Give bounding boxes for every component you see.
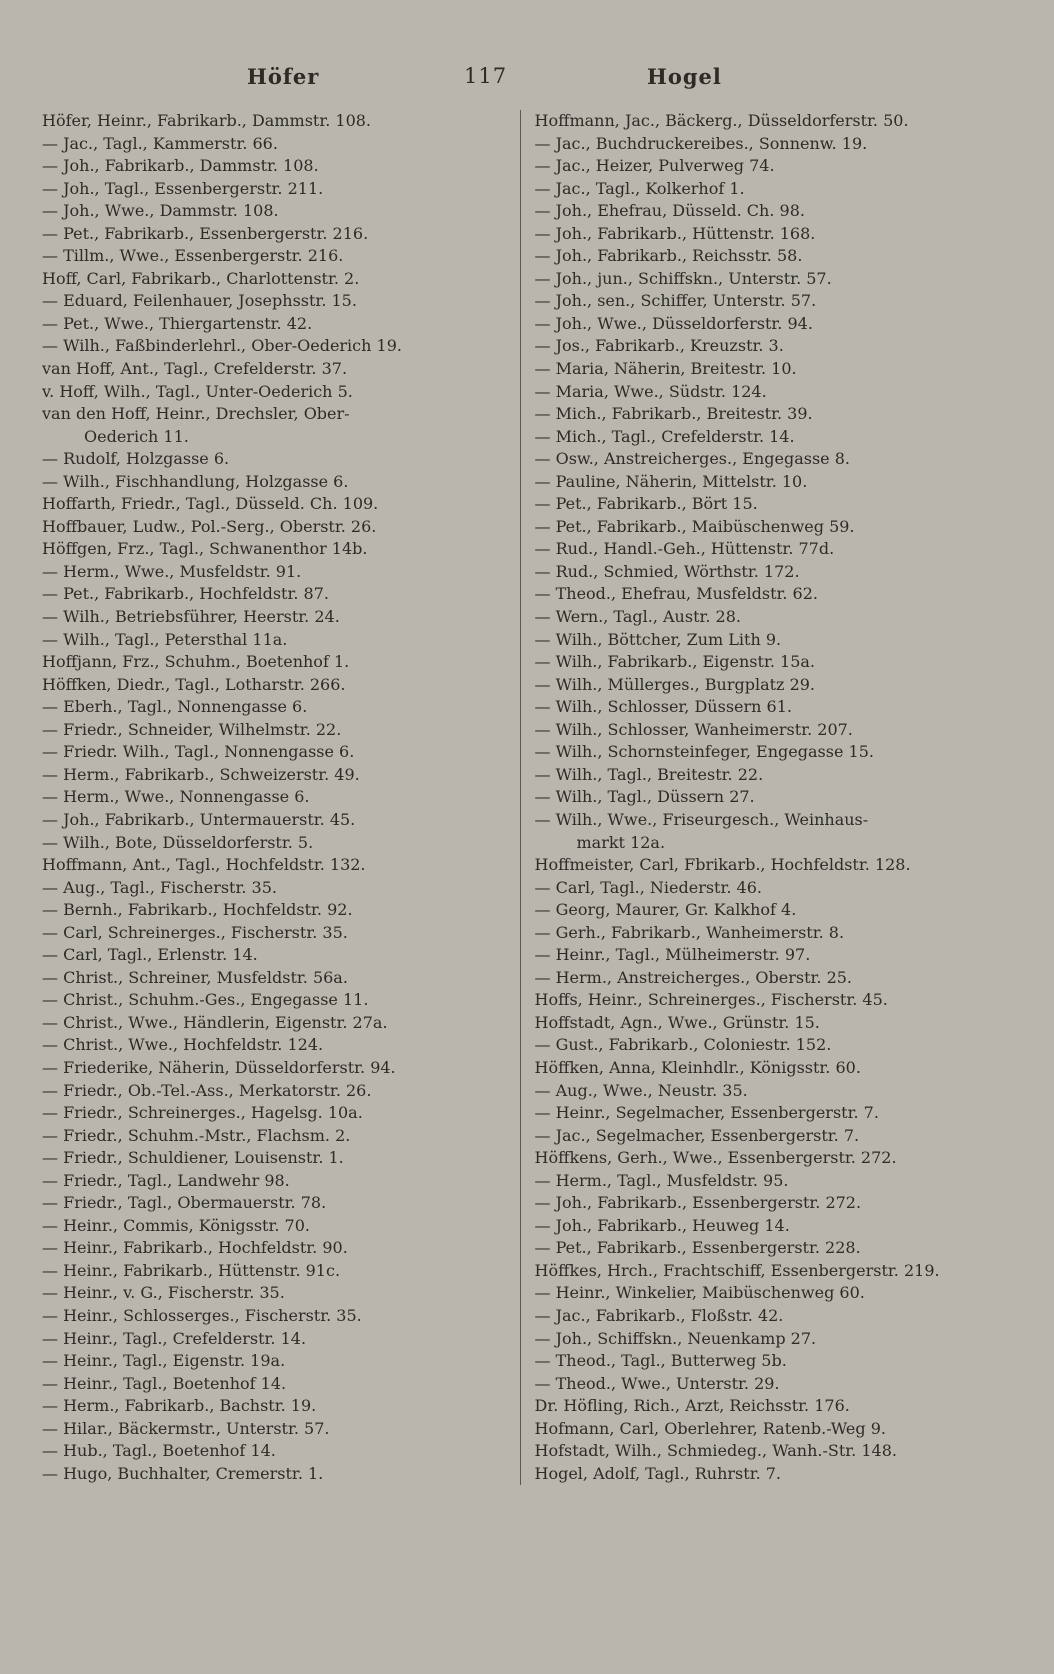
right-column xyxy=(520,110,999,1485)
directory-entry: — Wilh., Schlosser, Wanheimerstr. 207. xyxy=(534,719,853,739)
directory-entry: — Jac., Heizer, Pulverweg 74. xyxy=(534,156,775,176)
directory-entry: — Bernh., Fabrikarb., Hochfeldstr. 92. xyxy=(42,900,353,920)
directory-entry: — Mich., Tagl., Crefelderstr. 14. xyxy=(534,426,795,446)
directory-entry: — Herm., Fabrikarb., Schweizerstr. 49. xyxy=(42,764,360,784)
directory-entry: — Heinr., Fabrikarb., Hochfeldstr. 90. xyxy=(42,1238,348,1258)
directory-entry-continuation: Oederich 11. xyxy=(84,426,189,446)
directory-entry: — Heinr., Schlosserges., Fischerstr. 35. xyxy=(42,1305,362,1325)
directory-entry: Höffkes, Hrch., Frachtschiff, Essenbergerstr. 219. xyxy=(534,1260,940,1280)
directory-entry: — Joh., Wwe., Dammstr. 108. xyxy=(42,201,279,221)
directory-entry: — Wilh., Schornsteinfeger, Engegasse 15. xyxy=(534,742,874,762)
directory-entry-continuation: markt 12a. xyxy=(576,832,666,852)
directory-entry: — Joh., jun., Schiffskn., Unterstr. 57. xyxy=(534,268,832,288)
directory-entry: Hoffbauer, Ludw., Pol.-Serg., Oberstr. 26. xyxy=(42,516,377,536)
directory-entry: — Pet., Fabrikarb., Bört 15. xyxy=(534,494,758,514)
directory-entry: — Heinr., Tagl., Eigenstr. 19a. xyxy=(42,1351,286,1371)
directory-entry: — Heinr., Tagl., Mülheimerstr. 97. xyxy=(534,945,811,965)
directory-entry: — Gust., Fabrikarb., Coloniestr. 152. xyxy=(534,1035,832,1055)
directory-entry: — Hugo, Buchhalter, Cremerstr. 1. xyxy=(42,1463,324,1483)
directory-entry: Hoffjann, Frz., Schuhm., Boetenhof 1. xyxy=(42,652,350,672)
directory-entry: — Christ., Wwe., Hochfeldstr. 124. xyxy=(42,1035,324,1055)
directory-entry: van Hoff, Ant., Tagl., Crefelderstr. 37. xyxy=(42,359,348,379)
directory-entry: Höffken, Diedr., Tagl., Lotharstr. 266. xyxy=(42,674,346,694)
directory-entry: — Carl, Schreinerges., Fischerstr. 35. xyxy=(42,922,348,942)
directory-entry: — Joh., Fabrikarb., Essenbergerstr. 272. xyxy=(534,1193,862,1213)
directory-entry: — Wern., Tagl., Austr. 28. xyxy=(534,607,741,627)
directory-entry: — Wilh., Schlosser, Düssern 61. xyxy=(534,697,792,717)
directory-entry: — Wilh., Faßbinderlehrl., Ober-Oederich 19. xyxy=(42,336,402,356)
directory-entry: — Wilh., Müllerges., Burgplatz 29. xyxy=(534,674,816,694)
directory-entry: — Wilh., Betriebsführer, Heerstr. 24. xyxy=(42,607,340,627)
directory-entry: — Herm., Fabrikarb., Bachstr. 19. xyxy=(42,1396,317,1416)
directory-entry: — Hub., Tagl., Boetenhof 14. xyxy=(42,1441,276,1461)
directory-entry: — Maria, Näherin, Breitestr. 10. xyxy=(534,359,797,379)
directory-entry: — Pet., Fabrikarb., Essenbergerstr. 216. xyxy=(42,223,369,243)
directory-entry: Hoffmann, Ant., Tagl., Hochfeldstr. 132. xyxy=(42,855,366,875)
directory-entry: — Herm., Tagl., Musfeldstr. 95. xyxy=(534,1170,789,1190)
directory-entry: — Friedr., Schuhm.-Mstr., Flachsm. 2. xyxy=(42,1125,351,1145)
directory-entry: — Theod., Ehefrau, Musfeldstr. 62. xyxy=(534,584,818,604)
directory-entry: Hoff, Carl, Fabrikarb., Charlottenstr. 2. xyxy=(42,268,360,288)
directory-entry: — Rud., Schmied, Wörthstr. 172. xyxy=(534,561,800,581)
header-left-keyword: Höfer xyxy=(247,64,320,89)
page-number: 117 xyxy=(464,64,508,88)
directory-entry: — Christ., Schreiner, Musfeldstr. 56a. xyxy=(42,967,348,987)
directory-entry: — Pet., Fabrikarb., Hochfeldstr. 87. xyxy=(42,584,329,604)
directory-entry: — Friedr., Schuldiener, Louisenstr. 1. xyxy=(42,1148,344,1168)
page-header xyxy=(42,54,998,110)
directory-entry: — Christ., Wwe., Händlerin, Eigenstr. 27a. xyxy=(42,1012,388,1032)
directory-entry: — Joh., Fabrikarb., Heuweg 14. xyxy=(534,1215,790,1235)
directory-entry: — Friedr., Ob.-Tel.-Ass., Merkatorstr. 26. xyxy=(42,1080,372,1100)
directory-entry: Hoffstadt, Agn., Wwe., Grünstr. 15. xyxy=(534,1012,820,1032)
directory-entry: — Joh., Fabrikarb., Untermauerstr. 45. xyxy=(42,809,356,829)
directory-entry: — Eberh., Tagl., Nonnengasse 6. xyxy=(42,697,308,717)
directory-entry: — Heinr., Fabrikarb., Hüttenstr. 91c. xyxy=(42,1260,341,1280)
directory-entry: van den Hoff, Heinr., Drechsler, Ober- xyxy=(42,404,350,424)
directory-entry: — Wilh., Tagl., Breitestr. 22. xyxy=(534,764,764,784)
directory-entry: — Joh., Schiffskn., Neuenkamp 27. xyxy=(534,1328,817,1348)
directory-entry: — Friedr. Wilh., Tagl., Nonnengasse 6. xyxy=(42,742,355,762)
directory-entry: — Wilh., Böttcher, Zum Lith 9. xyxy=(534,629,782,649)
directory-entry: — Carl, Tagl., Erlenstr. 14. xyxy=(42,945,258,965)
directory-entry: — Joh., Ehefrau, Düsseld. Ch. 98. xyxy=(534,201,805,221)
directory-entry: — Herm., Anstreicherges., Oberstr. 25. xyxy=(534,967,853,987)
directory-entry: — Wilh., Bote, Düsseldorferstr. 5. xyxy=(42,832,314,852)
directory-entry: — Wilh., Fischhandlung, Holzgasse 6. xyxy=(42,471,349,491)
directory-entry: — Wilh., Tagl., Petersthal 11a. xyxy=(42,629,288,649)
directory-entry: — Theod., Tagl., Butterweg 5b. xyxy=(534,1351,787,1371)
directory-entry: Höffgen, Frz., Tagl., Schwanenthor 14b. xyxy=(42,539,368,559)
directory-entry: Hoffarth, Friedr., Tagl., Düsseld. Ch. 109. xyxy=(42,494,379,514)
directory-entry: v. Hoff, Wilh., Tagl., Unter-Oederich 5. xyxy=(42,381,353,401)
directory-entry: — Jac., Buchdruckereibes., Sonnenw. 19. xyxy=(534,133,868,153)
columns xyxy=(42,110,998,1485)
directory-entry: — Wilh., Tagl., Düssern 27. xyxy=(534,787,755,807)
directory-entry: Höfer, Heinr., Fabrikarb., Dammstr. 108. xyxy=(42,111,372,130)
directory-entry: — Georg, Maurer, Gr. Kalkhof 4. xyxy=(534,900,797,920)
directory-entry: Hofmann, Carl, Oberlehrer, Ratenb.-Weg 9. xyxy=(534,1418,886,1438)
directory-entry: — Pet., Fabrikarb., Maibüschenweg 59. xyxy=(534,516,855,536)
directory-entry: — Friedr., Schneider, Wilhelmstr. 22. xyxy=(42,719,342,739)
directory-entry: Höffkens, Gerh., Wwe., Essenbergerstr. 272. xyxy=(534,1148,897,1168)
directory-entry: — Joh., Fabrikarb., Reichsstr. 58. xyxy=(534,246,803,266)
directory-entry: Höffken, Anna, Kleinhdlr., Königsstr. 60. xyxy=(534,1057,861,1077)
directory-entry: — Christ., Schuhm.-Ges., Engegasse 11. xyxy=(42,990,369,1010)
directory-entry: — Jac., Tagl., Kammerstr. 66. xyxy=(42,133,278,153)
directory-entry: — Mich., Fabrikarb., Breitestr. 39. xyxy=(534,404,813,424)
directory-entry: Hoffs, Heinr., Schreinerges., Fischerstr. 45. xyxy=(534,990,888,1010)
directory-entry: — Joh., Wwe., Düsseldorferstr. 94. xyxy=(534,313,813,333)
directory-entry: Hoffmeister, Carl, Fbrikarb., Hochfeldstr. 128. xyxy=(534,855,911,875)
directory-entry: — Heinr., Tagl., Crefelderstr. 14. xyxy=(42,1328,307,1348)
directory-entry: — Jac., Tagl., Kolkerhof 1. xyxy=(534,178,745,198)
directory-entry: — Wilh., Wwe., Friseurgesch., Weinhaus- xyxy=(534,809,869,829)
directory-entry: — Hilar., Bäckermstr., Unterstr. 57. xyxy=(42,1418,330,1438)
directory-entry: — Aug., Wwe., Neustr. 35. xyxy=(534,1080,748,1100)
directory-entry: — Friedr., Tagl., Landwehr 98. xyxy=(42,1170,290,1190)
directory-entry: Hofstadt, Wilh., Schmiedeg., Wanh.-Str. 148. xyxy=(534,1441,897,1461)
directory-entry: — Theod., Wwe., Unterstr. 29. xyxy=(534,1373,780,1393)
directory-entry: — Joh., Fabrikarb., Dammstr. 108. xyxy=(42,156,319,176)
directory-entry: — Joh., sen., Schiffer, Unterstr. 57. xyxy=(534,291,817,311)
directory-entry: — Herm., Wwe., Musfeldstr. 91. xyxy=(42,561,302,581)
directory-entry: — Heinr., Segelmacher, Essenbergerstr. 7. xyxy=(534,1103,879,1123)
directory-entry: Hogel, Adolf, Tagl., Ruhrstr. 7. xyxy=(534,1463,782,1483)
directory-entry: — Carl, Tagl., Niederstr. 46. xyxy=(534,877,762,897)
directory-entry: — Pet., Fabrikarb., Essenbergerstr. 228. xyxy=(534,1238,861,1258)
directory-entry: — Gerh., Fabrikarb., Wanheimerstr. 8. xyxy=(534,922,845,942)
directory-entry: — Rud., Handl.-Geh., Hüttenstr. 77d. xyxy=(534,539,835,559)
directory-entry: — Pet., Wwe., Thiergartenstr. 42. xyxy=(42,313,313,333)
directory-entry: — Aug., Tagl., Fischerstr. 35. xyxy=(42,877,277,897)
directory-entry: — Joh., Fabrikarb., Hüttenstr. 168. xyxy=(534,223,816,243)
directory-entry: — Eduard, Feilenhauer, Josephsstr. 15. xyxy=(42,291,357,311)
directory-entry: — Jac., Segelmacher, Essenbergerstr. 7. xyxy=(534,1125,860,1145)
directory-entry: — Osw., Anstreicherges., Engegasse 8. xyxy=(534,449,850,469)
directory-entry: — Heinr., Winkelier, Maibüschenweg 60. xyxy=(534,1283,865,1303)
directory-entry: Dr. Höfling, Rich., Arzt, Reichsstr. 176. xyxy=(534,1396,850,1416)
directory-entry: — Heinr., Tagl., Boetenhof 14. xyxy=(42,1373,287,1393)
directory-entry: — Herm., Wwe., Nonnengasse 6. xyxy=(42,787,310,807)
directory-entry: — Wilh., Fabrikarb., Eigenstr. 15a. xyxy=(534,652,815,672)
directory-entry: — Joh., Tagl., Essenbergerstr. 211. xyxy=(42,178,324,198)
directory-entry: — Heinr., v. G., Fischerstr. 35. xyxy=(42,1283,285,1303)
directory-entry: — Jac., Fabrikarb., Floßstr. 42. xyxy=(534,1305,784,1325)
directory-entry: — Friedr., Tagl., Obermauerstr. 78. xyxy=(42,1193,327,1213)
directory-entry: — Friederike, Näherin, Düsseldorferstr. 94. xyxy=(42,1057,396,1077)
directory-entry: — Maria, Wwe., Südstr. 124. xyxy=(534,381,767,401)
directory-entry: — Rudolf, Holzgasse 6. xyxy=(42,449,230,469)
directory-entry: Hoffmann, Jac., Bäckerg., Düsseldorferstr. 50. xyxy=(534,111,909,130)
directory-entry: — Jos., Fabrikarb., Kreuzstr. 3. xyxy=(534,336,784,356)
directory-entry: — Friedr., Schreinerges., Hagelsg. 10a. xyxy=(42,1103,363,1123)
header-right-keyword: Hogel xyxy=(647,64,722,89)
directory-entry: — Heinr., Commis, Königsstr. 70. xyxy=(42,1215,310,1235)
left-column xyxy=(42,110,520,1485)
directory-entry: — Pauline, Näherin, Mittelstr. 10. xyxy=(534,471,808,491)
directory-entry: — Tillm., Wwe., Essenbergerstr. 216. xyxy=(42,246,344,266)
